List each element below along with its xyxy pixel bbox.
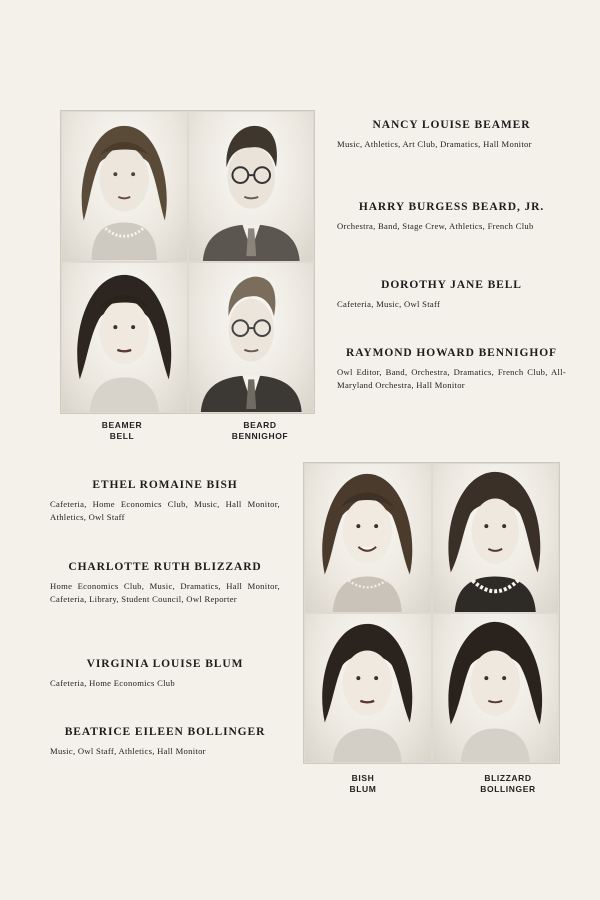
entry-beard xyxy=(337,201,566,233)
bottom-caption-left xyxy=(323,773,403,795)
student-name: RAYMOND HOWARD BENNIGHOF xyxy=(346,347,557,359)
bottom-photo-grid xyxy=(303,462,560,764)
student-activities: Cafeteria, Home Economics Club xyxy=(50,678,175,688)
student-activities: Orchestra, Band, Stage Crew, Athletics, French Club xyxy=(337,221,534,231)
student-name: ETHEL ROMAINE BISH xyxy=(92,479,238,491)
caption-bollinger: BOLLINGER xyxy=(480,784,536,794)
portrait-beamer xyxy=(61,111,188,262)
top-photo-grid xyxy=(60,110,315,414)
student-activities: Cafeteria, Home Economics Club, Music, Hall Monitor, Athletics, Owl Staff xyxy=(50,499,280,522)
caption-beard: BEARD xyxy=(243,420,277,430)
student-name: DOROTHY JANE BELL xyxy=(381,279,522,291)
student-activities: Music, Owl Staff, Athletics, Hall Monitor xyxy=(50,746,206,756)
student-name: CHARLOTTE RUTH BLIZZARD xyxy=(68,561,262,573)
entry-bish xyxy=(50,479,280,524)
caption-bennighof: BENNIGHOF xyxy=(231,431,289,441)
student-activities: Music, Athletics, Art Club, Dramatics, Hall Monitor xyxy=(337,139,532,149)
entry-beamer xyxy=(337,119,566,151)
portrait-blum xyxy=(304,613,432,763)
portrait-bennighof xyxy=(188,262,315,413)
student-name: VIRGINIA LOUISE BLUM xyxy=(86,658,244,670)
student-name: NANCY LOUISE BEAMER xyxy=(372,119,531,131)
caption-blizzard: BLIZZARD xyxy=(484,773,532,783)
entry-bennighof xyxy=(337,347,566,392)
caption-bell: BELL xyxy=(109,431,135,441)
student-name: HARRY BURGESS BEARD, JR. xyxy=(358,201,545,213)
top-caption-right xyxy=(215,420,305,442)
portrait-bish xyxy=(304,463,432,613)
caption-beamer: BEAMER xyxy=(101,420,143,430)
student-name: BEATRICE EILEEN BOLLINGER xyxy=(64,726,266,738)
entry-bell xyxy=(337,279,566,311)
caption-bish: BISH xyxy=(351,773,375,783)
top-caption-left xyxy=(82,420,162,442)
portrait-blizzard xyxy=(432,463,560,613)
bottom-caption-right xyxy=(462,773,554,795)
portrait-bollinger xyxy=(432,613,560,763)
student-activities: Cafeteria, Music, Owl Staff xyxy=(337,299,441,309)
entry-bollinger xyxy=(50,726,280,758)
caption-blum: BLUM xyxy=(349,784,377,794)
portrait-beard xyxy=(188,111,315,262)
student-activities: Home Economics Club, Music, Dramatics, Hall Monitor, Cafeteria, Library, Student Council, Owl Reporter xyxy=(50,581,280,604)
student-activities: Owl Editor, Band, Orchestra, Dramatics, French Club, All-Maryland Orchestra, Hall Monitor xyxy=(337,367,566,390)
portrait-bell xyxy=(61,262,188,413)
entry-blum xyxy=(50,658,280,690)
entry-blizzard xyxy=(50,561,280,606)
